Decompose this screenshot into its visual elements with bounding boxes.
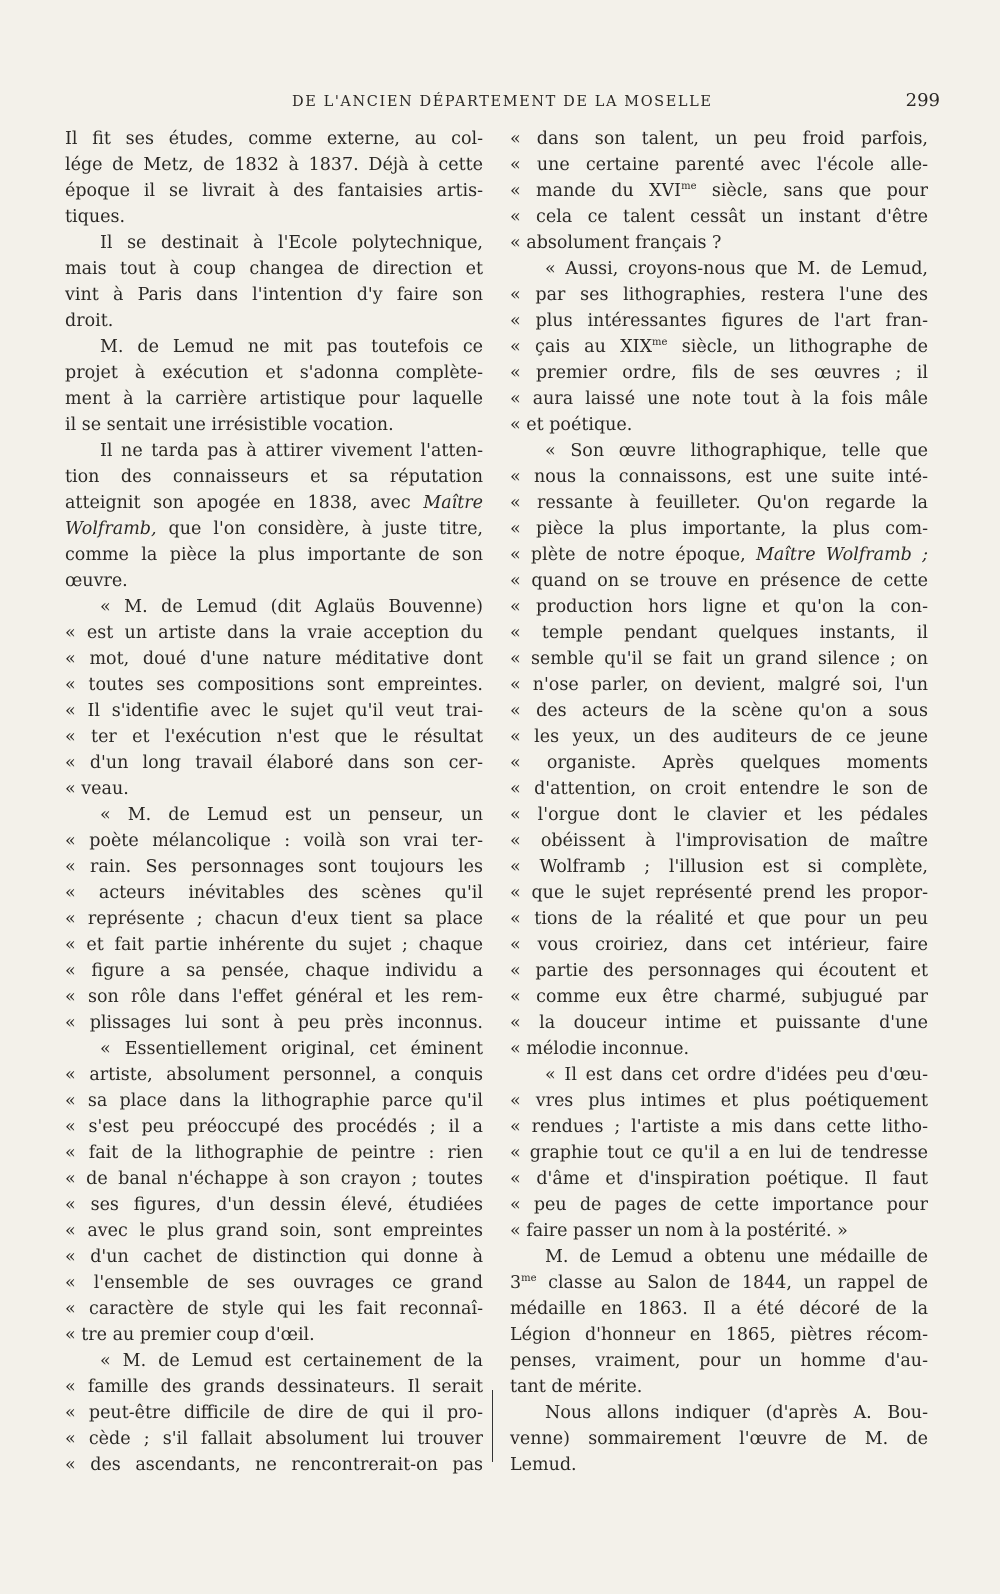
text-line [65, 1270, 483, 1296]
running-title: DE L'ANCIEN DÉPARTEMENT DE LA MOSELLE [292, 94, 713, 110]
text-segment: mais tout à coup changea de direction et [65, 259, 483, 279]
text-line [510, 334, 928, 360]
italic-title: Maître [423, 493, 483, 513]
text-line [65, 568, 483, 594]
text-segment: vint à Paris dans l'intention d'y faire son [65, 285, 483, 305]
text-segment: « avec le plus grand soin, sont empreintes [65, 1221, 483, 1241]
italic-title: Maître Wolframb ; [755, 545, 928, 565]
text-segment: « obéissent à l'improvisation de maître [510, 831, 928, 851]
column-rule [492, 1390, 493, 1462]
text-line [510, 1374, 928, 1400]
text-line [510, 1010, 928, 1036]
text-segment: « une certaine parenté avec l'école alle- [510, 155, 928, 175]
text-line [510, 672, 928, 698]
text-line [510, 1140, 928, 1166]
text-segment: M. de Lemud a obtenu une médaille de [510, 1247, 928, 1267]
text-line [510, 1296, 928, 1322]
text-segment: « des ascendants, ne rencontrerait-on pas [65, 1455, 483, 1475]
text-segment: « production hors ligne et qu'on la con- [510, 597, 928, 617]
text-line [510, 568, 928, 594]
text-segment: venne) sommairement l'œuvre de M. de [510, 1429, 928, 1449]
text-line [510, 594, 928, 620]
italic-title: Wolframb, [65, 519, 157, 539]
text-line [65, 1166, 483, 1192]
text-segment: « M. de Lemud (dit Aglaüs Bouvenne) [65, 597, 483, 617]
text-segment: 3 [510, 1273, 522, 1293]
text-line [510, 1452, 928, 1478]
text-segment: siècle, un lithographe de [667, 337, 928, 357]
text-segment: « comme eux être charmé, subjugué par [510, 987, 928, 1007]
text-segment: penses, vraiment, pour un homme d'au- [510, 1351, 928, 1371]
text-line [510, 828, 928, 854]
text-line [65, 438, 483, 464]
text-segment: Il fit ses études, comme externe, au col- [65, 129, 483, 149]
text-segment: projet à exécution et s'adonna complète- [65, 363, 483, 383]
text-line [510, 1192, 928, 1218]
text-segment: « çais au XIX [510, 337, 653, 357]
text-segment: « temple pendant quelques instants, il [510, 623, 928, 643]
text-line [65, 854, 483, 880]
text-segment: « aura laissé une note tout à la fois mâle [510, 389, 928, 409]
text-segment: « est un artiste dans la vraie acception du [65, 623, 483, 643]
text-line [65, 1296, 483, 1322]
text-segment: « mélodie inconnue. [510, 1039, 690, 1059]
text-segment: « s'est peu préoccupé des procédés ; il a [65, 1117, 483, 1137]
text-segment: « d'un long travail élaboré dans son cer- [65, 753, 483, 773]
left-text-column [65, 126, 483, 1478]
text-segment: « caractère de style qui les fait reconnaî- [65, 1299, 483, 1319]
text-segment: « par ses lithographies, restera l'une des [510, 285, 928, 305]
text-segment: « Essentiellement original, cet éminent [65, 1039, 483, 1059]
text-segment: œuvre. [65, 571, 128, 591]
text-segment: médaille en 1863. Il a été décoré de la [510, 1299, 928, 1319]
superscript: me [652, 337, 668, 349]
text-segment: tion des connaisseurs et sa réputation [65, 467, 483, 487]
text-line [510, 308, 928, 334]
text-segment: « famille des grands dessinateurs. Il serait [65, 1377, 483, 1397]
text-line [510, 490, 928, 516]
text-segment: « Son œuvre lithographique, telle que [510, 441, 928, 461]
page-number: 299 [905, 90, 940, 111]
text-line [510, 620, 928, 646]
text-line [65, 1244, 483, 1270]
text-line [65, 542, 483, 568]
text-segment: « l'orgue dont le clavier et les pédales [510, 805, 928, 825]
text-line [510, 854, 928, 880]
text-segment: « et fait partie inhérente du sujet ; chaque [65, 935, 483, 955]
text-line [65, 646, 483, 672]
text-line [65, 750, 483, 776]
text-segment: « n'ose parler, on devient, malgré soi, l'un [510, 675, 928, 695]
text-line [65, 178, 483, 204]
text-line [510, 1036, 928, 1062]
text-segment: « cède ; s'il fallait absolument lui trouver [65, 1429, 483, 1449]
text-line [510, 126, 928, 152]
text-line [510, 1218, 928, 1244]
text-line [510, 1062, 928, 1088]
text-segment: « mot, doué d'une nature méditative dont [65, 649, 483, 669]
text-line [65, 412, 483, 438]
text-segment: « M. de Lemud est certainement de la [65, 1351, 483, 1371]
text-line [510, 776, 928, 802]
text-line [65, 1192, 483, 1218]
text-segment: « artiste, absolument personnel, a conquis [65, 1065, 483, 1085]
text-segment: « fait de la lithographie de peintre : rien [65, 1143, 483, 1163]
text-line [510, 256, 928, 282]
text-segment: « son rôle dans l'effet général et les rem- [65, 987, 483, 1007]
text-line [65, 230, 483, 256]
text-line [510, 880, 928, 906]
text-line [65, 1062, 483, 1088]
text-line [65, 1088, 483, 1114]
text-line [65, 776, 483, 802]
text-line [65, 516, 483, 542]
text-line [65, 490, 483, 516]
superscript: me [521, 1273, 537, 1285]
text-segment: « plissages lui sont à peu près inconnus. [65, 1013, 483, 1033]
text-segment: « organiste. Après quelques moments [510, 753, 928, 773]
text-line [65, 724, 483, 750]
text-segment: siècle, sans que pour [696, 181, 928, 201]
text-line [65, 308, 483, 334]
text-line [65, 282, 483, 308]
text-segment: « Wolframb ; l'illusion est si complète, [510, 857, 928, 877]
text-segment: comme la pièce la plus importante de son [65, 545, 483, 565]
text-segment: droit. [65, 311, 114, 331]
text-segment: M. de Lemud ne mit pas toutefois ce [65, 337, 483, 357]
text-segment: tiques. [65, 207, 126, 227]
text-line [510, 984, 928, 1010]
text-segment: « mande du XVI [510, 181, 682, 201]
text-segment: tant de mérite. [510, 1377, 643, 1397]
text-segment: « M. de Lemud est un penseur, un [65, 805, 483, 825]
text-segment: « partie des personnages qui écoutent et [510, 961, 928, 981]
right-text-column [510, 126, 928, 1478]
text-segment: ment à la carrière artistique pour laquelle [65, 389, 483, 409]
text-segment: Il se destinait à l'Ecole polytechnique, [65, 233, 483, 253]
text-line [510, 1400, 928, 1426]
text-line [65, 1036, 483, 1062]
text-line [65, 1010, 483, 1036]
text-line [510, 282, 928, 308]
text-line [65, 698, 483, 724]
text-line [510, 958, 928, 984]
page-header [60, 90, 940, 116]
text-line [510, 1166, 928, 1192]
text-line [510, 464, 928, 490]
text-line [65, 360, 483, 386]
text-segment: « ter et l'exécution n'est que le résultat [65, 727, 483, 747]
text-segment: « poète mélancolique : voilà son vrai ter- [65, 831, 483, 851]
text-line [65, 1218, 483, 1244]
text-segment: « figure a sa pensée, chaque individu a [65, 961, 483, 981]
text-segment: « d'attention, on croit entendre le son de [510, 779, 928, 799]
text-segment: « de banal n'échappe à son crayon ; toutes [65, 1169, 483, 1189]
text-line [65, 1114, 483, 1140]
text-segment: « vous croiriez, dans cet intérieur, faire [510, 935, 928, 955]
text-segment: « Aussi, croyons-nous que M. de Lemud, [510, 259, 928, 279]
text-line [510, 152, 928, 178]
text-segment: « Il est dans cet ordre d'idées peu d'œu- [510, 1065, 928, 1085]
text-segment: « tre au premier coup d'œil. [65, 1325, 315, 1345]
text-segment: « premier ordre, fils de ses œuvres ; il [510, 363, 928, 383]
text-line [510, 646, 928, 672]
text-segment: que l'on considère, à juste titre, [156, 519, 483, 539]
text-line [510, 1088, 928, 1114]
text-line [510, 230, 928, 256]
text-line [65, 256, 483, 282]
text-segment: « tions de la réalité et que pour un peu [510, 909, 928, 929]
text-line [510, 438, 928, 464]
text-line [65, 152, 483, 178]
text-segment: « représente ; chacun d'eux tient sa place [65, 909, 483, 929]
text-segment: « sa place dans la lithographie parce qu'il [65, 1091, 483, 1111]
text-segment: Nous allons indiquer (d'après A. Bou- [510, 1403, 928, 1423]
text-line [510, 1348, 928, 1374]
text-segment: « veau. [65, 779, 129, 799]
text-line [510, 516, 928, 542]
text-line [510, 698, 928, 724]
text-line [65, 672, 483, 698]
text-segment: « rain. Ses personnages sont toujours les [65, 857, 483, 877]
text-line [65, 880, 483, 906]
text-segment: « graphie tout ce qu'il a en lui de tendresse [510, 1143, 928, 1163]
text-segment: « pièce la plus importante, la plus com- [510, 519, 928, 539]
text-segment: « et poétique. [510, 415, 633, 435]
text-line [65, 126, 483, 152]
text-segment: « des acteurs de la scène qu'on a sous [510, 701, 928, 721]
text-segment: époque il se livrait à des fantaisies artis- [65, 181, 483, 201]
text-line [65, 334, 483, 360]
text-line [65, 1140, 483, 1166]
text-line [65, 984, 483, 1010]
text-segment: « la douceur intime et puissante d'une [510, 1013, 928, 1033]
text-line [65, 906, 483, 932]
text-segment: « vres plus intimes et plus poétiquement [510, 1091, 928, 1111]
text-segment: Légion d'honneur en 1865, piètres récom- [510, 1325, 928, 1345]
text-line [510, 932, 928, 958]
text-line [510, 1322, 928, 1348]
text-segment: « d'âme et d'inspiration poétique. Il faut [510, 1169, 928, 1189]
text-segment: « acteurs inévitables des scènes qu'il [65, 883, 483, 903]
text-segment: « plète de notre époque, [510, 545, 756, 565]
text-segment: « les yeux, un des auditeurs de ce jeune [510, 727, 928, 747]
text-segment: « quand on se trouve en présence de cette [510, 571, 928, 591]
text-segment: « d'un cachet de distinction qui donne à [65, 1247, 483, 1267]
text-line [65, 1400, 483, 1426]
text-line [510, 724, 928, 750]
text-line [510, 1244, 928, 1270]
text-segment: classe au Salon de 1844, un rappel de [536, 1273, 928, 1293]
text-line [510, 386, 928, 412]
text-segment: il se sentait une irrésistible vocation. [65, 415, 394, 435]
text-line [65, 1322, 483, 1348]
text-line [510, 906, 928, 932]
text-segment: « plus intéressantes figures de l'art fran- [510, 311, 928, 331]
text-line [65, 464, 483, 490]
text-line [510, 542, 928, 568]
text-segment: « nous la connaissons, est une suite inté- [510, 467, 928, 487]
text-line [65, 620, 483, 646]
text-line [510, 802, 928, 828]
text-line [510, 1270, 928, 1296]
text-segment: « absolument français ? [510, 233, 722, 253]
text-segment: « dans son talent, un peu froid parfois, [510, 129, 928, 149]
text-line [65, 932, 483, 958]
text-line [65, 1426, 483, 1452]
text-line [65, 594, 483, 620]
text-line [65, 1452, 483, 1478]
text-segment: « toutes ses compositions sont empreintes. [65, 675, 483, 695]
text-line [510, 360, 928, 386]
text-line [65, 386, 483, 412]
text-line [65, 1374, 483, 1400]
text-line [65, 1348, 483, 1374]
text-line [510, 1114, 928, 1140]
text-line [510, 1426, 928, 1452]
text-line [65, 204, 483, 230]
text-segment: « peut-être difficile de dire de qui il pro- [65, 1403, 483, 1423]
text-line [510, 750, 928, 776]
text-segment: « peu de pages de cette importance pour [510, 1195, 928, 1215]
text-line [65, 828, 483, 854]
text-segment: « faire passer un nom à la postérité. » [510, 1221, 848, 1241]
text-segment: « ressante à feuilleter. Qu'on regarde la [510, 493, 928, 513]
text-segment: Il ne tarda pas à attirer vivement l'atten- [65, 441, 483, 461]
text-line [65, 802, 483, 828]
text-line [510, 204, 928, 230]
text-segment: « l'ensemble de ses ouvrages ce grand [65, 1273, 483, 1293]
text-segment: atteignit son apogée en 1838, avec [65, 493, 424, 513]
text-segment: « semble qu'il se fait un grand silence ; on [510, 649, 928, 669]
text-segment: « cela ce talent cessât un instant d'être [510, 207, 928, 227]
text-segment: Lemud. [510, 1455, 577, 1475]
text-segment: « ses figures, d'un dessin élevé, étudiées [65, 1195, 483, 1215]
text-line [510, 178, 928, 204]
text-line [510, 412, 928, 438]
text-segment: « rendues ; l'artiste a mis dans cette litho- [510, 1117, 928, 1137]
text-line [65, 958, 483, 984]
text-segment: lége de Metz, de 1832 à 1837. Déjà à cette [65, 155, 483, 175]
superscript: me [681, 181, 697, 193]
text-segment: « Il s'identifie avec le sujet qu'il veut trai- [65, 701, 483, 721]
text-segment: « que le sujet représenté prend les propor- [510, 883, 928, 903]
